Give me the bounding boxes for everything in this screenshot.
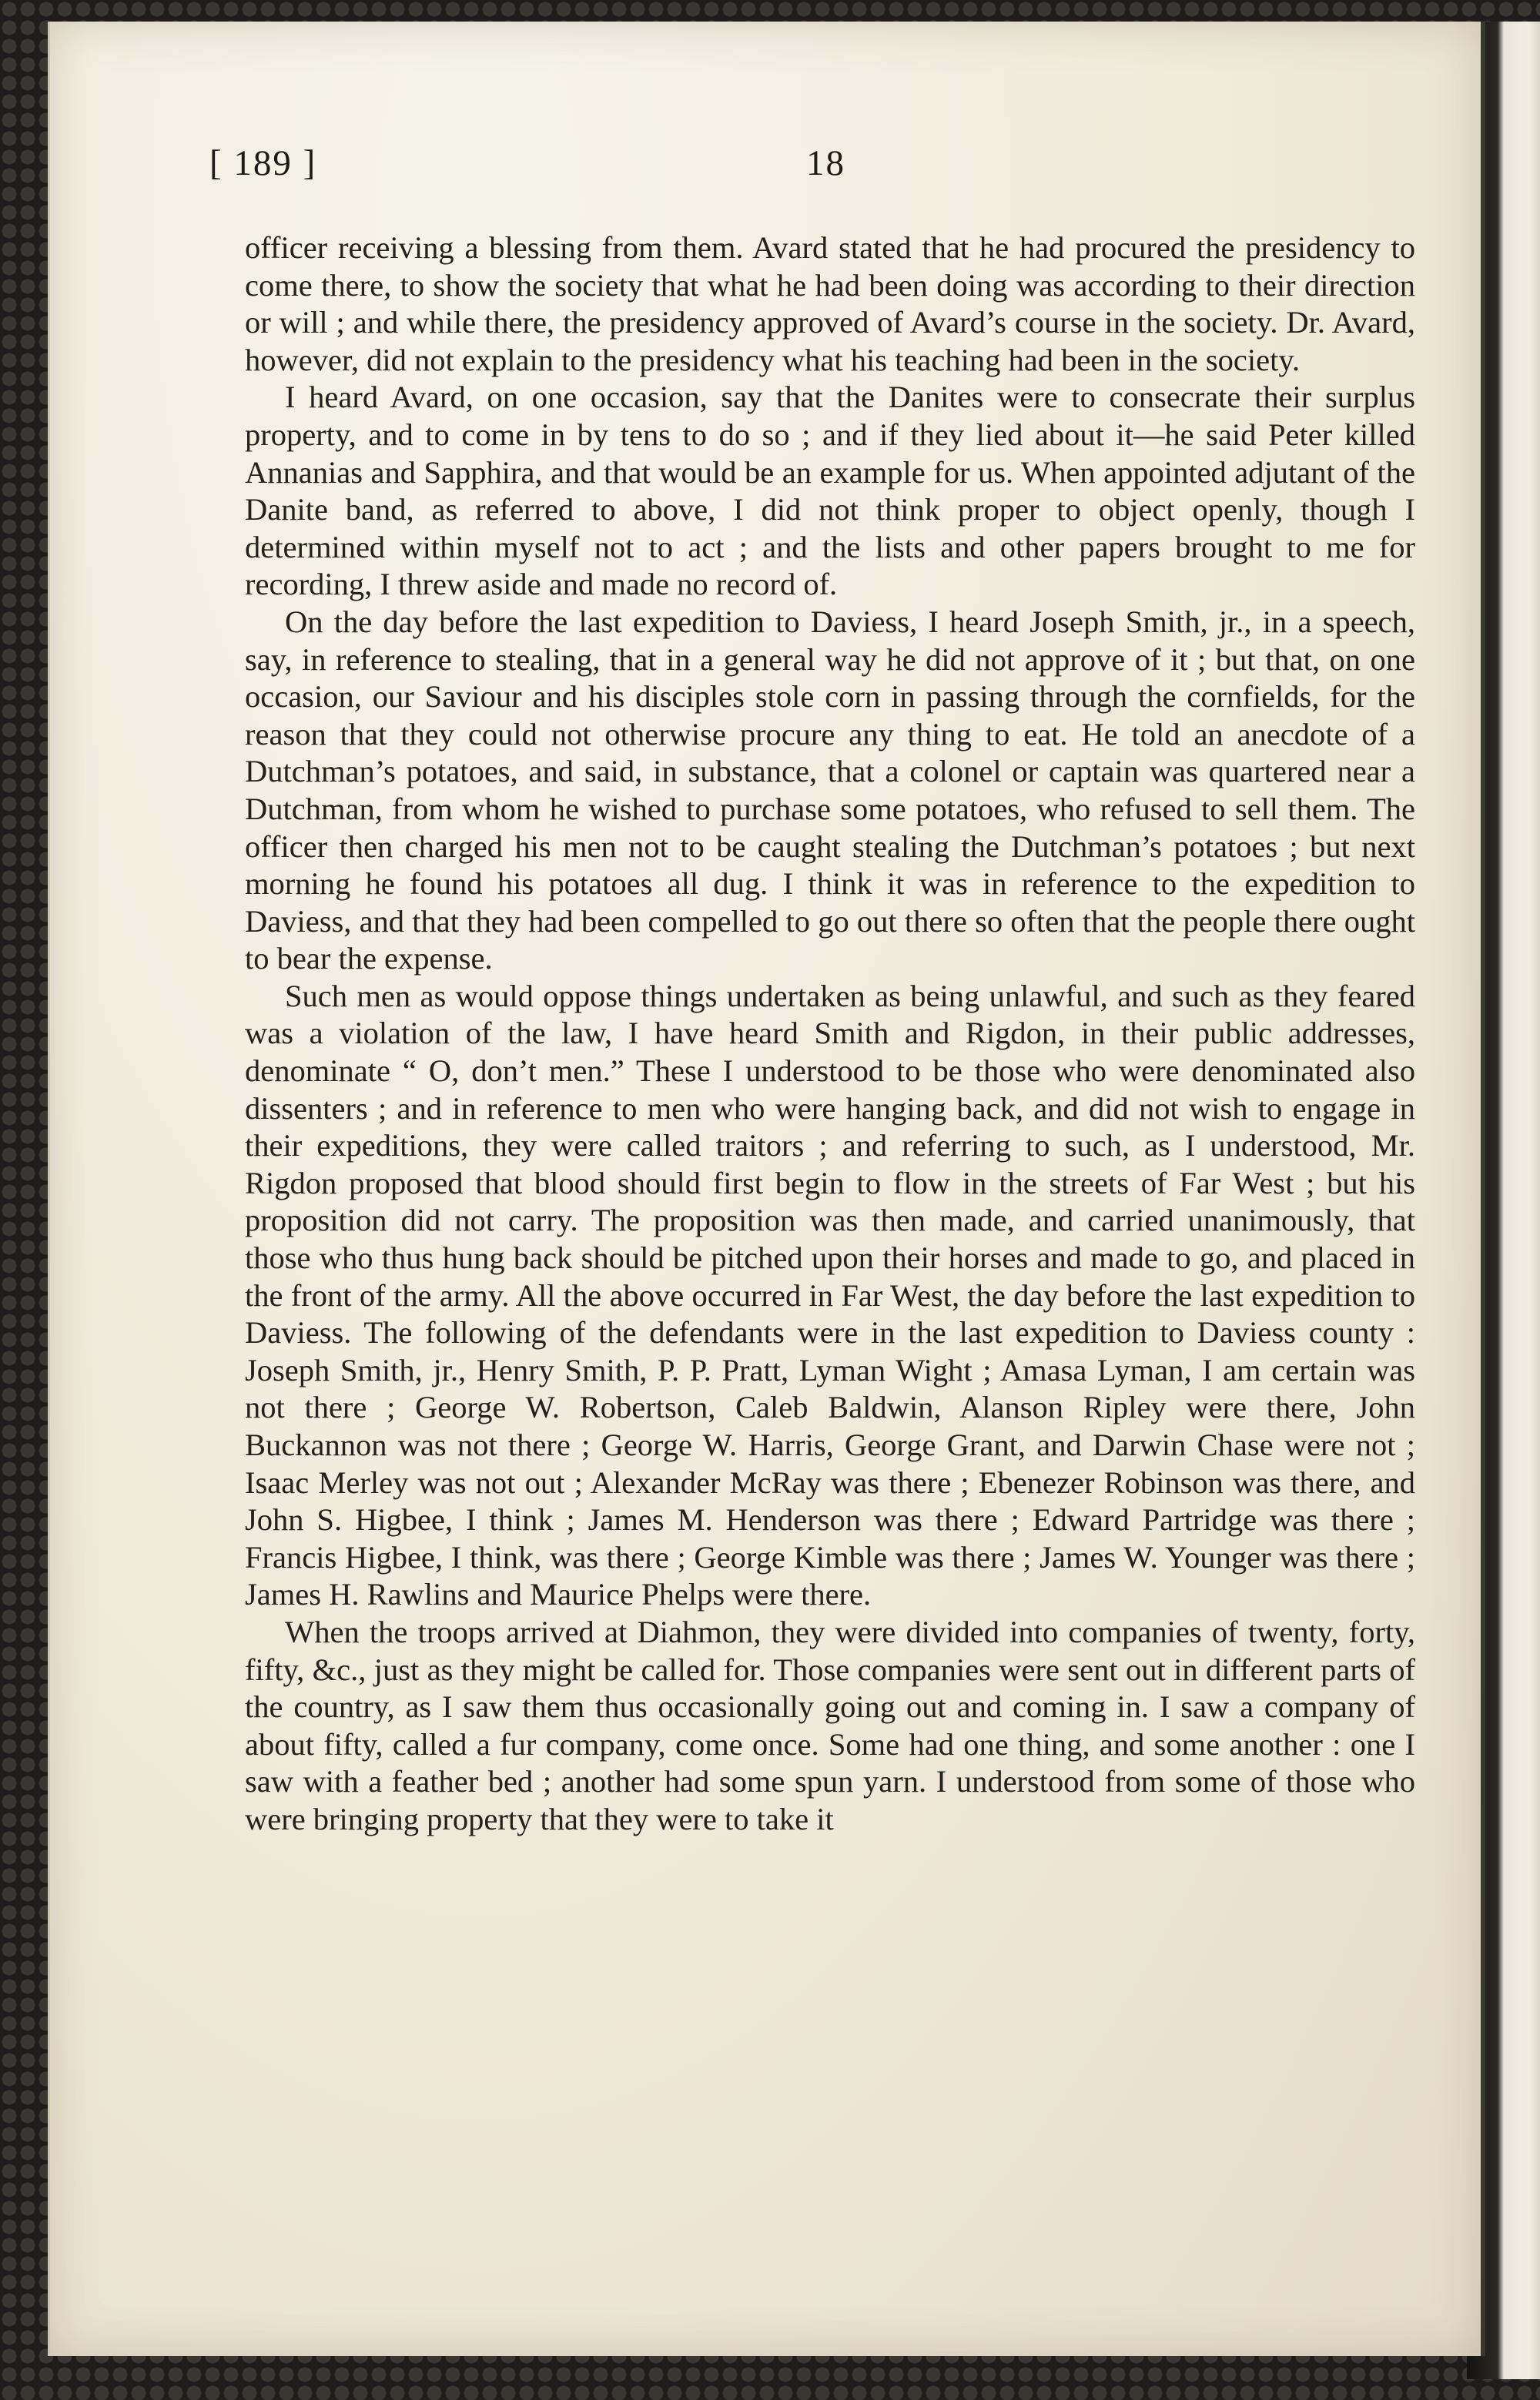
paragraph: I heard Avard, on one occasion, say that the Danites were to consecrate their surplus property, and to come in by tens to do so ; and if they lied about it—he said Peter killed Annanias and Sapphira, and that would be an example for us. When appointed adjutant of the Danite band, as referred to above, I did not think proper to object openly, though I determined within myself not to act ; and the lists and other papers brought to me for recording, I threw aside and made no record of. [245, 380, 1415, 602]
paragraph: On the day before the last expedition to Daviess, I heard Joseph Smith, jr., in a speech, say, in reference to stealing, that in a general way he did not approve of it ; but that, on one occasion, our Saviour and his disciples stole corn in passing through the cornfields, for the reason that they could not otherwise procure any thing to eat. He told an anecdote of a Dutchman’s potatoes, and said, in substance, that a colonel or captain was quartered near a Dutchman, from whom he wished to purchase some potatoes, who refused to sell them. The officer then charged his men not to be caught stealing the Dutchman’s potatoes ; but next morning he found his potatoes all dug. I think it was in reference to the expedition to Daviess, and that they had been compelled to go out there so often that the people there ought to bear the expense. [245, 604, 1415, 976]
paragraph: officer receiving a blessing from them. Avard stated that he had procured the presidency to come there, to show the society that what he had been doing was according to their direction or will ; and while there, the presidency approved of Avard’s course in the society. Dr. Avard, however, did not explain to the presidency what his teaching had been in the society. [245, 230, 1415, 377]
page-number: 18 [806, 143, 845, 183]
body-text [245, 229, 1415, 1839]
paragraph: When the troops arrived at Diahmon, they were divided into companies of twenty, forty, fifty, &c., just as they might be called for. Those companies were sent out in different parts of the country, as I saw them thus occasionally going out and coming in. I saw a company of about fifty, called a fur company, come once. Some had one thing, and some another : one I saw with a feather bed ; another had some spun yarn. I understood from some of those who were bringing property that they were to take it [245, 1614, 1415, 1836]
paragraph: Such men as would oppose things undertaken as being unlawful, and such as they feared was a violation of the law, I have heard Smith and Rigdon, in their public addresses, denominate “ O, don’t men.” These I understood to be those who were denominated also dissenters ; and in reference to men who were hanging back, and did not wish to engage in their expeditions, they were called traitors ; and referring to such, as I understood, Mr. Rigdon proposed that blood should first begin to flow in the streets of Far West ; but his proposition did not carry. The proposition was then made, and carried unanimously, that those who thus hung back should be pitched upon their horses and made to go, and placed in the front of the army. All the above occurred in Far West, the day before the last expedition to Daviess. The following of the defendants were in the last expedition to Daviess county : Joseph Smith, jr., Henry Smith, P. P. Pratt, Lyman Wight ; Amasa Lyman, I am certain was not there ; George W. Robertson, Caleb Baldwin, Alanson Ripley were there, John Buckannon was not there ; George W. Harris, George Grant, and Darwin Chase were not ; Isaac Merley was not out ; Alexander McRay was there ; Ebenezer Robinson was there, and John S. Higbee, I think ; James M. Henderson was there ; Edward Partridge was there ; Francis Higbee, I think, was there ; George Kimble was there ; James W. Younger was there ; James H. Rawlins and Maurice Phelps were there. [245, 978, 1415, 1612]
document-number: [ 189 ] [209, 143, 317, 183]
page-header [209, 142, 1411, 204]
